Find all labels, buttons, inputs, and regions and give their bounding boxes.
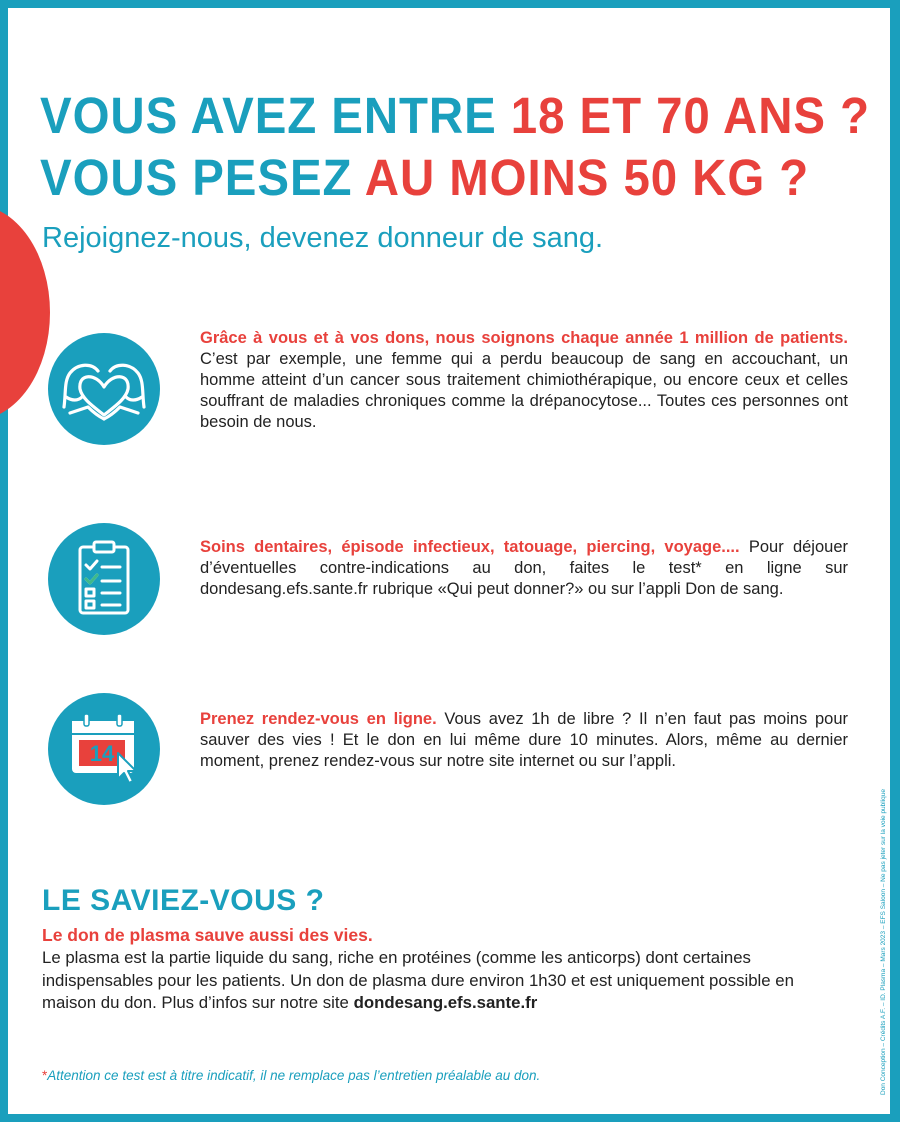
- saviez-subtitle: Le don de plasma sauve aussi des vies.: [42, 925, 373, 945]
- subtitle: Rejoignez-nous, devenez donneur de sang.: [42, 222, 604, 254]
- saviez-title: LE SAVIEZ-VOUS ?: [42, 884, 325, 917]
- section-contre-indications: Soins dentaires, épisode infectieux, tatouage, piercing, voyage.... Pour déjouer d’éventuelles contre-indications au don, faites le test* en ligne sur dondesang.efs.sante.fr rubrique «Qui peut donner?» ou sur l’appli Don de sang.: [200, 538, 848, 598]
- footnote: *Attention ce test est à titre indicatif, il ne remplace pas l’entretien préalable au don.: [42, 1068, 541, 1083]
- credit-line: Don Conception – Crédits A.F. – ID. Plasma – Mars 2023 – EFS Saloon – Ne pas jeter sur la voie publique: [880, 788, 887, 1095]
- saviez-body: Le plasma est la partie liquide du sang, riche en protéines (comme les anticorps) dont certaines indispensables pour les patients. Un don de plasma dure environ 1h30 et est uniquement possible en maison du don. Plus d’infos sur notre site dondesang.efs.sante.fr: [42, 948, 794, 1012]
- calendar-click-icon: [48, 693, 160, 805]
- headline-age: VOUS AVEZ ENTRE 18 ET 70 ANS ?: [40, 87, 871, 144]
- calendar-day: 14: [89, 741, 115, 766]
- heart-hands-icon: [48, 333, 160, 445]
- website-link[interactable]: dondesang.efs.sante.fr: [353, 993, 538, 1012]
- headline-weight: VOUS PESEZ AU MOINS 50 KG ?: [40, 149, 810, 206]
- section-rendez-vous: Prenez rendez-vous en ligne. Vous avez 1h de libre ? Il n’en faut pas moins pour sauver des vies ! Et le don en lui même dure 10 minutes. Alors, même au dernier moment, prenez rendez-vous sur notre site internet ou sur l’appli.: [200, 710, 849, 770]
- section-patients: Grâce à vous et à vos dons, nous soignons chaque année 1 million de patients. C’est par exemple, une femme qui a perdu beaucoup de sang en accouchant, un homme atteint d’un cancer sous traitement chimiothérapique, ou encore ceux et celles souffrant de maladies chroniques comme la drépanocytose... Toutes ces personnes ont besoin de nous.: [200, 329, 848, 431]
- clipboard-checklist-icon: [48, 523, 160, 635]
